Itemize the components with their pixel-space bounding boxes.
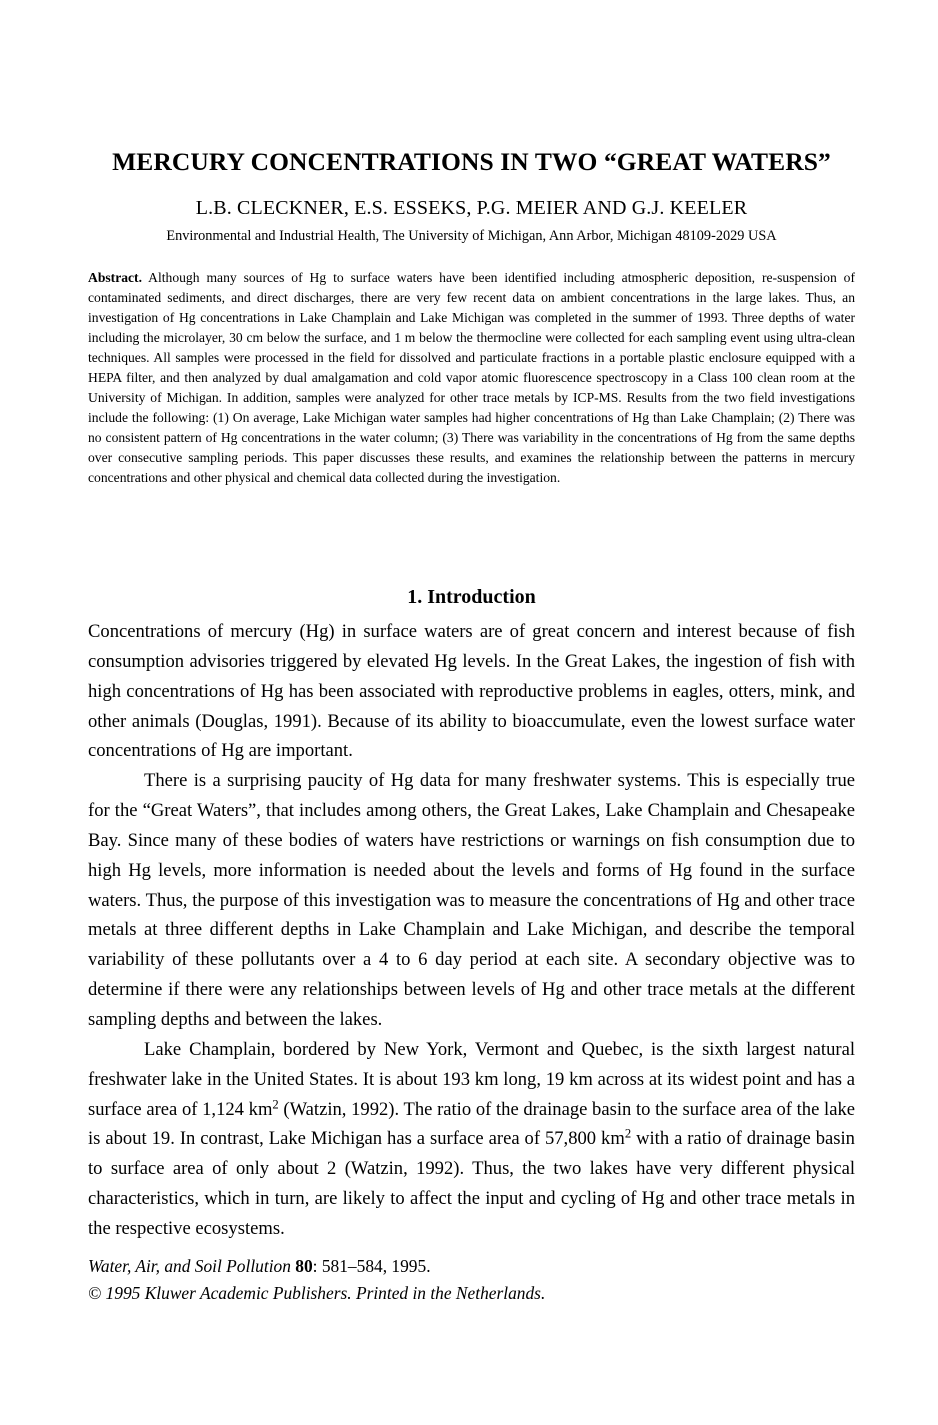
footer-copyright-line [88,1280,855,1307]
paragraph-3 [88,1035,855,1244]
paragraph-3-part-2: (Watzin, 1992). The ratio of the drainage basin to the surface area of the lake is about 19. In contrast, Lake Michigan has a surface area of 57,800 km [88,1098,855,1150]
abstract-text: Although many sources of Hg to surface waters have been identified including atmospheric deposition, re-suspension of contaminated sediments, and direct discharges, there are very few recent data on ambient concentrations in the large lakes. Thus, an investigation of Hg concentrations in Lake Champlain and Lake Michigan was completed in the summer of 1993. Three depths of water including the microlayer, 30 cm below the surface, and 1 m below the thermocline were collected for each sampling event using ultra-clean techniques. All samples were processed in the field for dissolved and particulate fractions in a portable plastic enclosure equipped with a HEPA filter, and then analyzed by dual amalgamation and cold vapor atomic fluorescence spectroscopy in a Class 100 clean room at the University of Michigan. In addition, samples were analyzed for other trace metals by ICP-MS. Results from the two field investigations include the following: (1) On average, Lake Michigan water samples had higher concentrations of Hg than Lake Champlain; (2) There was no consistent pattern of Hg concentrations in the water column; (3) There was variability in the concentrations of Hg from the same depths over consecutive sampling periods. This paper discusses these results, and examines the relationship between the patterns in mercury concentrations and other physical and chemical data collected during the investigation. [88,270,855,485]
journal-pages: : 581–584, 1995. [312,1256,431,1276]
publisher-name: Kluwer Academic Publishers. Printed in the Netherlands. [144,1282,546,1303]
body-text-block [88,617,855,1244]
journal-footer [88,1253,855,1306]
superscript-square-2: 2 [624,1126,632,1141]
page-title: MERCURY CONCENTRATIONS IN TWO “GREAT WATERS” [112,147,831,177]
copyright-notice: © 1995 [88,1282,145,1303]
affiliation: Environmental and Industrial Health, The University of Michigan, Ann Arbor, Michigan 48109-2029 USA [166,228,777,244]
paragraph-3-part-1: Lake Champlain, bordered by New York, Vermont and Quebec, is the sixth largest natural freshwater lake in the United States. It is about 193 km long, 19 km across at its widest point and has a surface area of 1,124 km [88,1038,855,1120]
journal-volume: 80 [295,1256,313,1276]
section-heading-introduction: 1. Introduction [407,585,536,608]
superscript-square-1: 2 [272,1096,279,1111]
paragraph-3-part-3: with a ratio of drainage basin to surface area of only about 2 (Watzin, 1992). Thus, the two lakes have very different physical characteristics, which in turn, are likely to affect the input and cycling of Hg and other trace metals in the respective ecosystems. [88,1128,855,1239]
footer-citation-line [88,1253,855,1280]
abstract-block [88,268,855,487]
author-list: L.B. CLECKNER, E.S. ESSEKS, P.G. MEIER AND G.J. KEELER [195,197,748,219]
journal-name: Water, Air, and Soil Pollution [88,1256,291,1276]
abstract-label: Abstract. [88,270,142,285]
paragraph-1: Concentrations of mercury (Hg) in surface waters are of great concern and interest because of fish consumption advisories triggered by elevated Hg levels. In the Great Lakes, the ingestion of fish with high concentrations of Hg has been associated with reproductive problems in eagles, otters, mink, and other animals (Douglas, 1991). Because of its ability to bioaccumulate, even the lowest surface water concentrations of Hg are important. [88,621,855,762]
paragraph-2: There is a surprising paucity of Hg data for many freshwater systems. This is especially true for the “Great Waters”, that includes among others, the Great Lakes, Lake Champlain and Chesapeake Bay. Since many of these bodies of waters have restrictions or warnings on fish consumption due to high Hg levels, more information is needed about the levels and forms of Hg found in the surface waters. Thus, the purpose of this investigation was to measure the concentrations of Hg and other trace metals at three different depths in Lake Champlain and Lake Michigan, and describe the temporal variability of these pollutants over a 4 to 6 day period at each site. A secondary objective was to determine if there were any relationships between levels of Hg and other trace metals at the different sampling depths and between the lakes. [88,770,855,1030]
